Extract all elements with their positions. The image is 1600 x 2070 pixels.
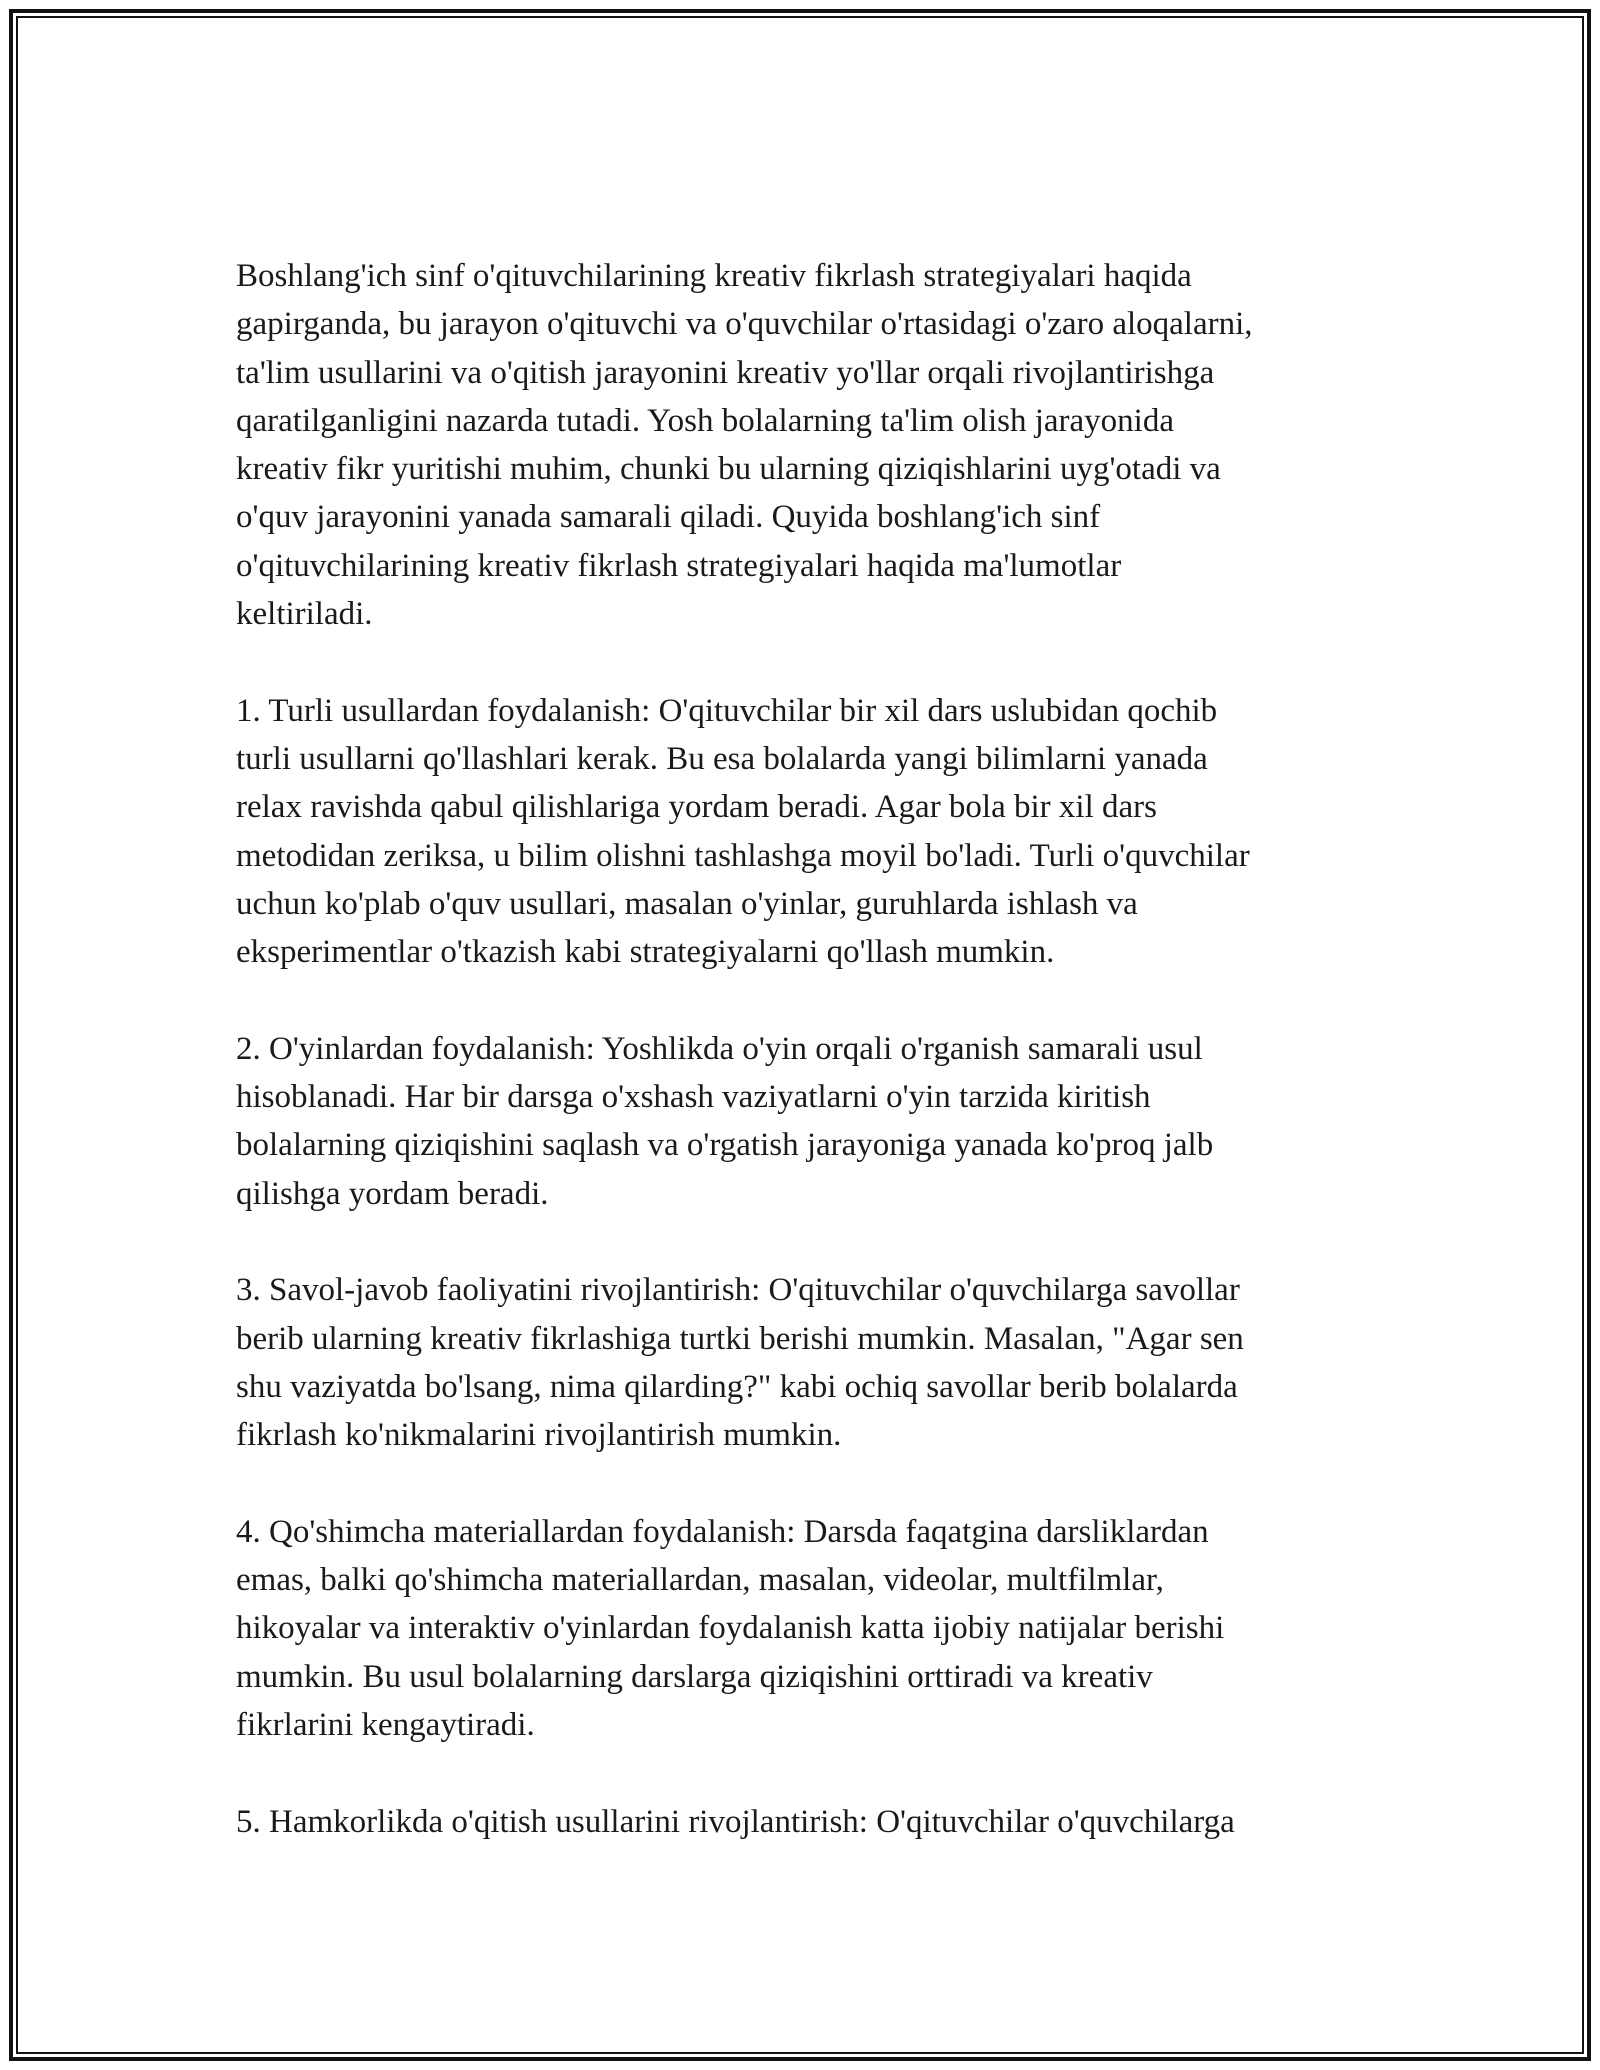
intro-paragraph: Boshlang'ich sinf o'qituvchilarining kreativ fikrlash strategiyalari haqida gapirganda, bu jarayon o'qituvchi va o'quvchilar o'rtasidagi o'zaro aloqalarni, ta'lim usullarini va o'qitish jarayonini kreativ yo'llar orqali rivojlantirishga qaratilganligini nazarda tutadi. Yosh bolalarning ta'lim olish jarayonida kreativ fikr yuritishi muhim, chunki bu ularning qiziqishlarini uyg'otadi va o'quv jarayonini yanada samarali qiladi. Quyida boshlang'ich sinf o'qituvchilarining kreativ fikrlash strategiyalari haqida ma'lumotlar keltiriladi. xyxy=(236,258,1253,633)
list-item-2-paragraph: 2. O'yinlardan foydalanish: Yoshlikda o'yin orqali o'rganish samarali usul hisoblanadi. Har bir darsga o'xshash vaziyatlarni o'yin tarzida kiritish bolalarning qiziqishini saqlash va o'rgatish jarayoniga yanada ko'proq jalb qilishga yordam beradi. xyxy=(236,1030,1214,1212)
list-item-3-paragraph: 3. Savol-javob faoliyatini rivojlantirish: O'qituvchilar o'quvchilarga savollar berib ularning kreativ fikrlashiga turtki berishi mumkin. Masalan, "Agar sen shu vaziyatda bo'lsang, nima qilarding?" kabi ochiq savollar berib bolalarda fikrlash ko'nikmalarini rivojlantirish mumkin. xyxy=(236,1272,1244,1454)
list-item-4-paragraph: 4. Qo'shimcha materiallardan foydalanish: Darsda faqatgina darsliklardan emas, balki qo'shimcha materiallardan, masalan, videolar, multfilmlar, hikoyalar va interaktiv o'yinlardan foydalanish katta ijobiy natijalar berishi mumkin. Bu usul bolalarning darslarga qiziqishini orttiradi va kreativ fikrlarini kengaytiradi. xyxy=(236,1513,1225,1743)
list-item-1-paragraph: 1. Turli usullardan foydalanish: O'qituvchilar bir xil dars uslubidan qochib turli usullarni qo'llashlari kerak. Bu esa bolalarda yangi bilimlarni yanada relax ravishda qabul qilishlariga yordam beradi. Agar bola bir xil dars metodidan zeriksa, u bilim olishni tashlashga moyil bo'ladi. Turli o'quvchilar uchun ko'plab o'quv usullari, masalan o'yinlar, guruhlarda ishlash va eksperimentlar o'tkazish kabi strategiyalarni qo'llash mumkin. xyxy=(236,692,1250,971)
document-body xyxy=(236,252,1386,1846)
list-item-5-paragraph: 5. Hamkorlikda o'qitish usullarini rivojlantirish: O'qituvchilar o'quvchilarga xyxy=(236,1803,1235,1840)
